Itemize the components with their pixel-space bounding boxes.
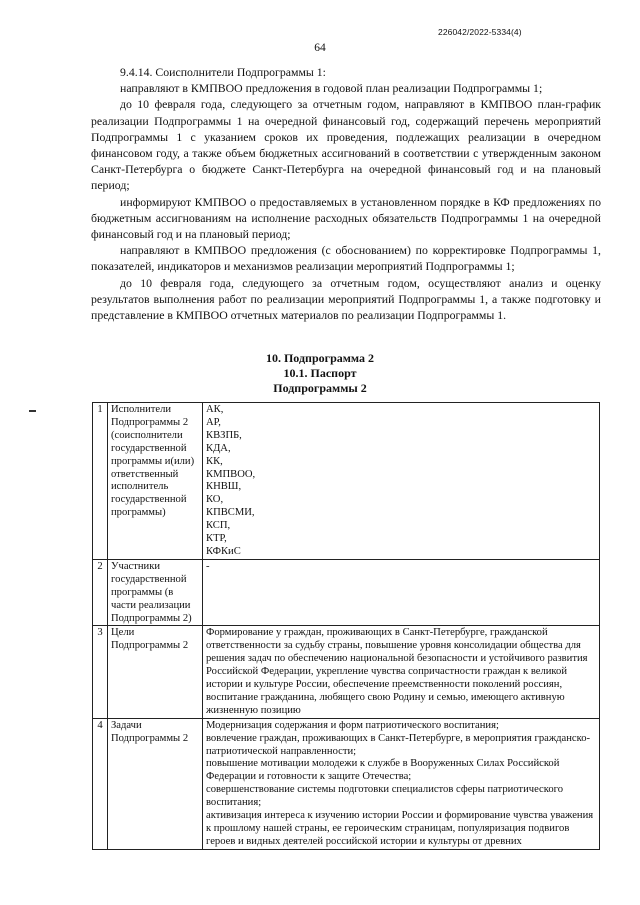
- section-heading: [0, 351, 640, 396]
- row-label: Задачи Подпрограммы 2: [108, 718, 203, 849]
- table-row: [93, 559, 600, 626]
- document-number: 226042/2022-5334(4): [438, 27, 522, 37]
- executor-item: КК,: [206, 455, 223, 467]
- paragraph: 9.4.14. Соисполнители Подпрограммы 1:: [120, 65, 326, 79]
- row-number: 3: [93, 626, 108, 718]
- margin-mark: [29, 410, 36, 412]
- paragraph: до 10 февраля года, следующего за отчетным годом, осуществляют анализ и оценку результатов выполнения работ по реализации мероприятий Подпрограммы 1, а также подготовку и представление в КМПВОО отчетных материалов по реализации Подпрограммы 1.: [91, 275, 601, 323]
- task-item: вовлечение граждан, проживающих в Санкт-Петербурге, в мероприятия гражданско-патриотической направленности;: [206, 732, 591, 757]
- row-number: 1: [93, 403, 108, 560]
- row-value: -: [203, 559, 600, 626]
- table-row: [93, 626, 600, 718]
- page-number: 64: [314, 42, 326, 54]
- row-value: [203, 403, 600, 560]
- heading-line: 10. Подпрограмма 2: [265, 351, 375, 365]
- executor-item: АР,: [206, 416, 221, 428]
- row-label: Исполнители Подпрограммы 2 (соисполнители государственной программы и(или) ответственный исполнитель государственной программы): [108, 403, 203, 560]
- paragraph: до 10 февраля года, следующего за отчетным годом, направляют в КМПВОО план-график реализации Подпрограммы 1 на очередной финансовый год, содержащий перечень мероприятий Подпрограммы 1 с указанием сроков их проведения, подлежащих реализации в очередном финансовом году, а также объем бюджетных ассигнований в соответствии с утвержденным законом Санкт-Петербурга о бюджете Санкт-Петербурга на очередной финансовый год и на плановый период;: [91, 97, 601, 193]
- paragraph: информируют КМПВОО о предоставляемых в установленном порядке в КФ предложениях по бюджетным ассигнованиям на исполнение расходных обязательств Подпрограммы 1 на очередной финансовый год и на плановый период;: [91, 194, 601, 242]
- paragraph: направляют в КМПВОО предложения (с обоснованием) по корректировке Подпрограммы 1, показателей, индикаторов и механизмов реализации мероприятий Подпрограммы 1;: [91, 243, 601, 274]
- executor-item: КДА,: [206, 442, 231, 454]
- executor-item: КСП,: [206, 520, 231, 532]
- executor-item: КВЗПБ,: [206, 429, 242, 441]
- executor-item: КМПВОО,: [206, 468, 256, 480]
- table-row: [93, 718, 600, 849]
- executor-item: КФКиС: [206, 545, 241, 557]
- heading-line: 10.1. Паспорт: [283, 366, 357, 380]
- body-text: [91, 64, 601, 323]
- task-item: Модернизация содержания и форм патриотического воспитания;: [206, 719, 499, 731]
- row-number: 4: [93, 718, 108, 849]
- row-label: Цели Подпрограммы 2: [108, 626, 203, 718]
- executor-item: КТР,: [206, 533, 227, 545]
- row-label: Участники государственной программы (в части реализации Подпрограммы 2): [108, 559, 203, 626]
- row-value: [203, 718, 600, 849]
- paragraph: направляют в КМПВОО предложения в годовой план реализации Подпрограммы 1;: [120, 81, 543, 96]
- executor-item: КПВСМИ,: [206, 507, 255, 519]
- task-item: активизация интереса к изучению истории России и формирование чувства уважения к прошлому нашей страны, ее героическим страницам, популяризация подвигов героев и видных деятелей российской истории и культуры от древних: [206, 810, 594, 847]
- row-number: 2: [93, 559, 108, 626]
- passport-table: [92, 402, 600, 850]
- task-item: повышение мотивации молодежи к службе в Вооруженных Силах Российской Федерации и готовности к защите Отечества;: [206, 758, 560, 783]
- row-value: Формирование у граждан, проживающих в Санкт-Петербурге, гражданской ответственности за судьбу страны, повышение уровня консолидации общества для решения задач по обеспечению национальной безопасности и устойчивого развития Российской Федерации, укрепление чувства сопричастности граждан к великой истории и культуре России, обеспечение преемственности поколений россиян, воспитание гражданина, любящего свою Родину и семью, имеющего активную жизненную позицию: [203, 626, 600, 718]
- table-row: [93, 403, 600, 560]
- executor-item: КО,: [206, 494, 224, 506]
- task-item: совершенствование системы подготовки специалистов сферы патриотического воспитания;: [206, 784, 564, 809]
- heading-line: Подпрограммы 2: [273, 381, 367, 395]
- executor-item: КНВШ,: [206, 481, 242, 493]
- executor-item: АК,: [206, 404, 224, 415]
